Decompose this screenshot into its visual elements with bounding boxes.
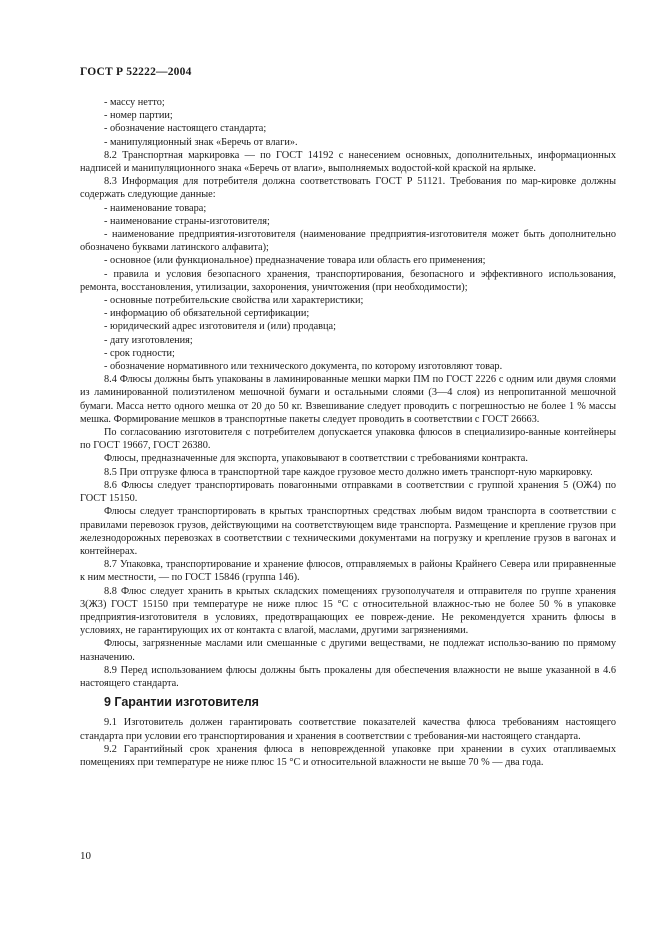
paragraph: - юридический адрес изготовителя и (или) продавца; — [104, 321, 336, 333]
paragraph: - номер партии; — [104, 110, 173, 122]
paragraph: - массу нетто; — [104, 97, 165, 108]
paragraph: 8.6 Флюсы следует транспортировать повагонными отправками в соответствии с группой хранения 5 (ОЖ4) по ГОСТ 15150. — [80, 479, 616, 505]
section-heading: 9 Гарантии изготовителя — [104, 695, 259, 710]
paragraph: По согласованию изготовителя с потребителем допускается упаковка флюсов в специализиро-ванные контейнеры по ГОСТ 19667, ГОСТ 26380. — [80, 427, 616, 452]
paragraph: Флюсы следует транспортировать в крытых транспортных средствах любым видом транспорта в соответствии с правилами перевозок грузов, действующими на соответствующем виде транспорта. Размещение и крепление грузов при железнодорожных перевозках в соответствии с техническими документами на погрузку и крепление грузов в вагонах и контейнерах. — [80, 506, 616, 557]
paragraph: - правила и условия безопасного хранения, транспортирования, безопасного и эффективного использования, ремонта, восстановления, утилизации, захоронения, уничтожения (при необходимости); — [80, 268, 616, 293]
paragraph: 8.8 Флюс следует хранить в крытых складских помещениях грузополучателя и отправителя по группе хранения 3(Ж3) ГОСТ 15150 при температуре не ниже плюс 15 °С с относительной влажнос-тью не более 50 % в упаковке предприятия-изготовителя в условиях, предотвращающих ее повреж-дение. Не рекомендуется хранить флюсы в условиях, не гарантирующих их от контакта с влагой, маслами, другими загрязнениями. — [80, 585, 616, 637]
paragraph: - дату изготовления; — [104, 334, 193, 346]
paragraph: - наименование товара; — [104, 202, 207, 214]
paragraph-list — [80, 96, 616, 690]
section-paragraph-list — [80, 716, 616, 769]
paragraph: - основное (или функциональное) предназначение товара или область его применения; — [104, 255, 486, 267]
paragraph: - наименование предприятия-изготовителя (наименование предприятия-изготовителя может быть дополнительно обозначено буквами латинского алфавита); — [80, 229, 616, 254]
document-body — [80, 96, 616, 769]
paragraph: - информацию об обязательной сертификации; — [104, 308, 310, 320]
paragraph: - манипуляционный знак «Беречь от влаги». — [104, 136, 298, 148]
paragraph: 8.9 Перед использованием флюсы должны быть прокалены для обеспечения влажности не выше указанной в 4.6 настоящего стандарта. — [80, 664, 616, 689]
paragraph: - основные потребительские свойства или характеристики; — [104, 295, 364, 307]
paragraph: Флюсы, предназначенные для экспорта, упаковывают в соответствии с требованиями контракта. — [104, 453, 528, 465]
paragraph: 9.1 Изготовитель должен гарантировать соответствие показателей качества флюса требованиям настоящего стандарта при условии его транспортирования и хранения в соответствии с требования-ми настоящего стандарта. — [80, 717, 616, 742]
paragraph: - срок годности; — [104, 347, 175, 359]
paragraph: - обозначение нормативного или технического документа, по которому изготовляют товар. — [104, 361, 503, 373]
paragraph: 8.7 Упаковка, транспортирование и хранение флюсов, отправляемых в районы Крайнего Севера или приравненные к ним местности, — по ГОСТ 15846 (группа 146). — [80, 559, 616, 584]
paragraph: - обозначение настоящего стандарта; — [104, 123, 267, 135]
paragraph: Флюсы, загрязненные маслами или смешанные с другими веществами, не подлежат использо-ванию по прямому назначению. — [80, 638, 616, 663]
paragraph: 8.3 Информация для потребителя должна соответствовать ГОСТ Р 51121. Требования по мар-кировке должны содержать следующие данные: — [80, 176, 616, 201]
paragraph: 8.2 Транспортная маркировка — по ГОСТ 14192 с нанесением основных, дополнительных, информационных надписей и манипуляционного знака «Беречь от влаги», выполняемых водостой-кой краской на ярлыке. — [80, 149, 616, 175]
paragraph: 8.5 При отгрузке флюса в транспортной таре каждое грузовое место должно иметь транспорт-ную маркировку. — [104, 466, 593, 478]
paragraph: - наименование страны-изготовителя; — [104, 215, 270, 227]
page-header: ГОСТ Р 52222—2004 — [80, 66, 192, 78]
paragraph: 9.2 Гарантийный срок хранения флюса в неповрежденной упаковке при хранении в сухих отапливаемых помещениях при температуре не ниже плюс 15 °С и относительной влажности не выше 70 % — два года. — [80, 743, 616, 768]
paragraph: 8.4 Флюсы должны быть упакованы в ламинированные мешки марки ПМ по ГОСТ 2226 с одним или двумя слоями из ламинированной полиэтиленом мешочной бумаги и остальными слоями (3—4 слоя) из непропитанной мешочной бумаги. Масса нетто одного мешка от 20 до 50 кг. Взвешивание следует проводить с погрешностью не более 1 % массы мешка. Формирование мешков в транспортные пакеты следует проводить в соответствии с ГОСТ 26663. — [80, 374, 616, 425]
page-number: 10 — [80, 850, 91, 862]
